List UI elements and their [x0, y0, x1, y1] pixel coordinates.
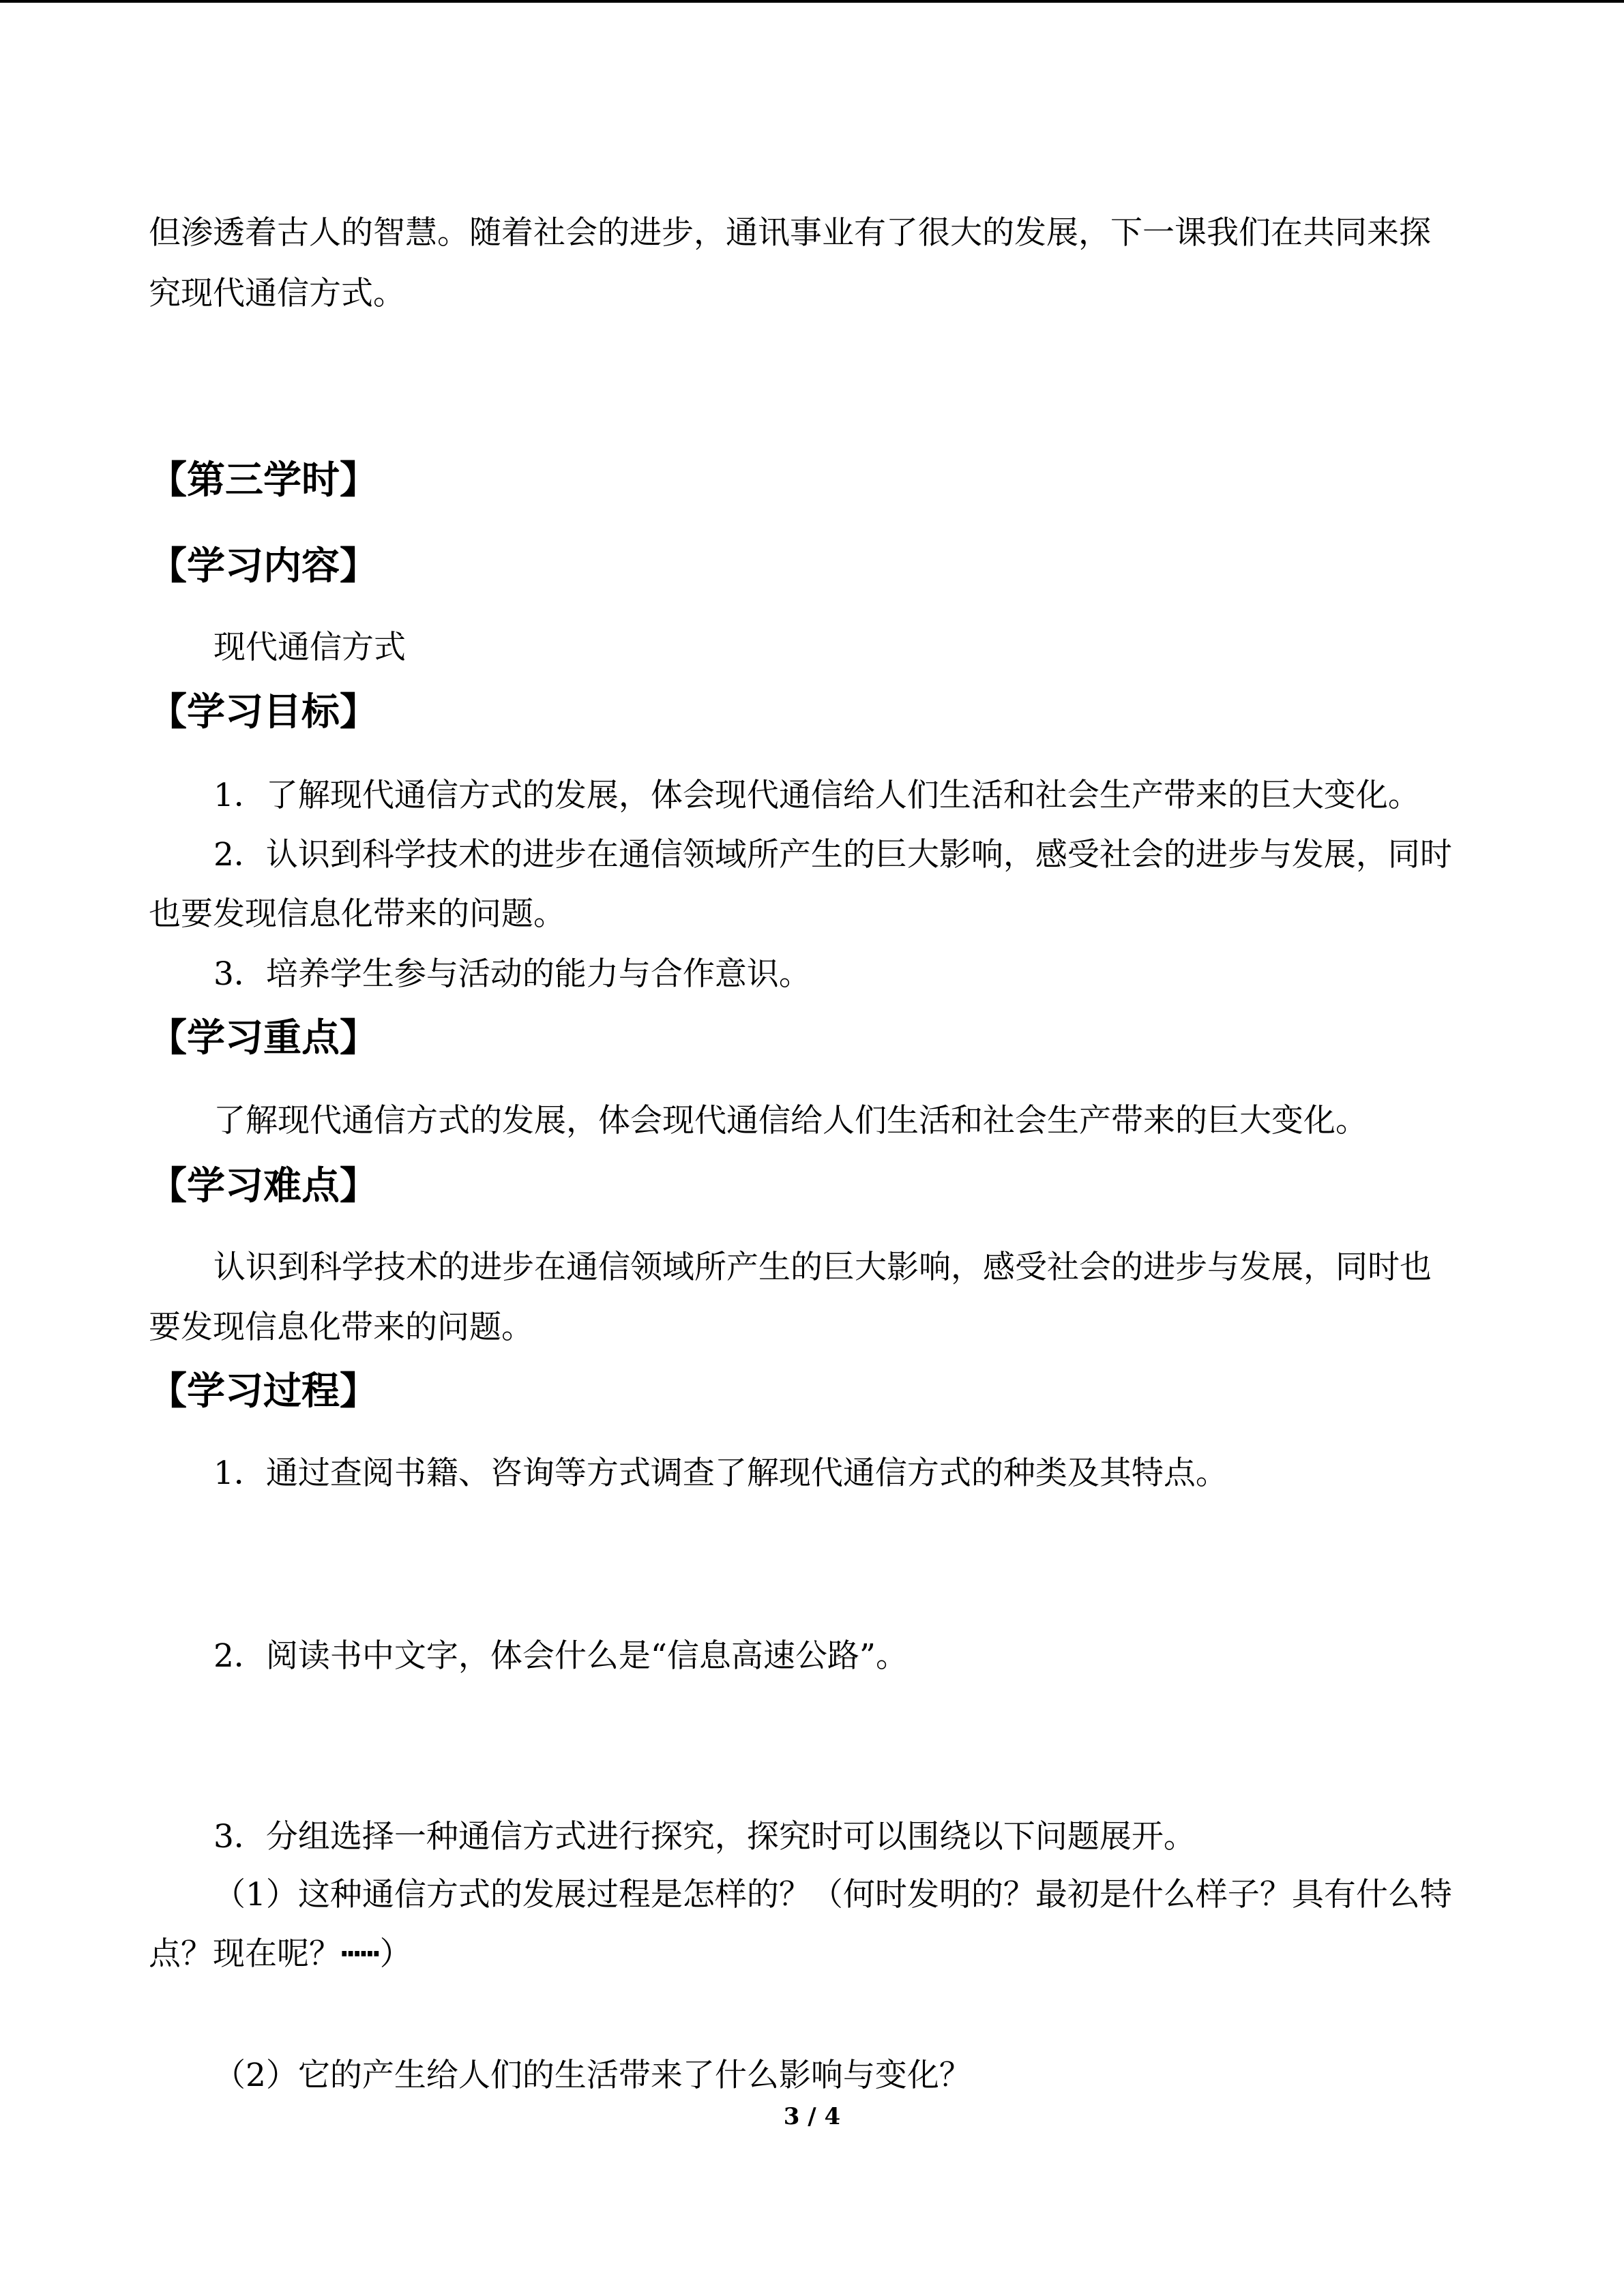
content-text: 现代通信方式 — [213, 629, 406, 666]
intro-line-2: 究现代通信方式。 — [149, 275, 405, 312]
intro-line-1: 但渗透着古人的智慧。随着社会的进步，通讯事业有了很大的发展，下一课我们在共同来探 — [149, 214, 1431, 252]
difficult-text-line-2: 要发现信息化带来的问题。 — [149, 1309, 533, 1346]
key-heading: 【学习重点】 — [149, 1016, 378, 1060]
section-title: 【第三学时】 — [149, 458, 378, 503]
process-item-1: 1．通过查阅书籍、咨询等方式调查了解现代通信方式的种类及其特点。 — [213, 1455, 1228, 1492]
process-item-3: 3．分组选择一种通信方式进行探究，探究时可以围绕以下问题展开。 — [213, 1818, 1196, 1855]
page-number: 3 / 4 — [783, 2103, 841, 2130]
difficult-text-line-1: 认识到科学技术的进步在通信领域所产生的巨大影响，感受社会的进步与发展，同时也 — [213, 1249, 1432, 1286]
process-sub-item-1: （1）这种通信方式的发展过程是怎样的？（何时发明的？最初是什么样子？具有什么特 — [213, 1876, 1452, 1913]
top-border-line — [0, 0, 1624, 3]
goals-heading: 【学习目标】 — [149, 690, 378, 734]
process-heading: 【学习过程】 — [149, 1369, 378, 1414]
goal-item-2: 2．认识到科学技术的进步在通信领域所产生的巨大影响，感受社会的进步与发展，同时 — [213, 836, 1452, 874]
process-sub-item-2: （2）它的产生给人们的生活带来了什么影响与变化？ — [213, 2057, 971, 2094]
difficult-heading: 【学习难点】 — [149, 1164, 378, 1208]
goal-item-1: 1．了解现代通信方式的发展，体会现代通信给人们生活和社会生产带来的巨大变化。 — [213, 777, 1420, 814]
process-item-2: 2．阅读书中文字，体会什么是“信息高速公路”。 — [213, 1637, 908, 1675]
content-heading: 【学习内容】 — [149, 544, 378, 588]
goal-item-3: 3．培养学生参与活动的能力与合作意识。 — [213, 955, 811, 993]
goal-item-2-cont: 也要发现信息化带来的问题。 — [149, 895, 565, 933]
key-text: 了解现代通信方式的发展，体会现代通信给人们生活和社会生产带来的巨大变化。 — [213, 1102, 1368, 1139]
process-sub-item-1-cont: 点？现在呢？┅┅） — [149, 1935, 412, 1973]
